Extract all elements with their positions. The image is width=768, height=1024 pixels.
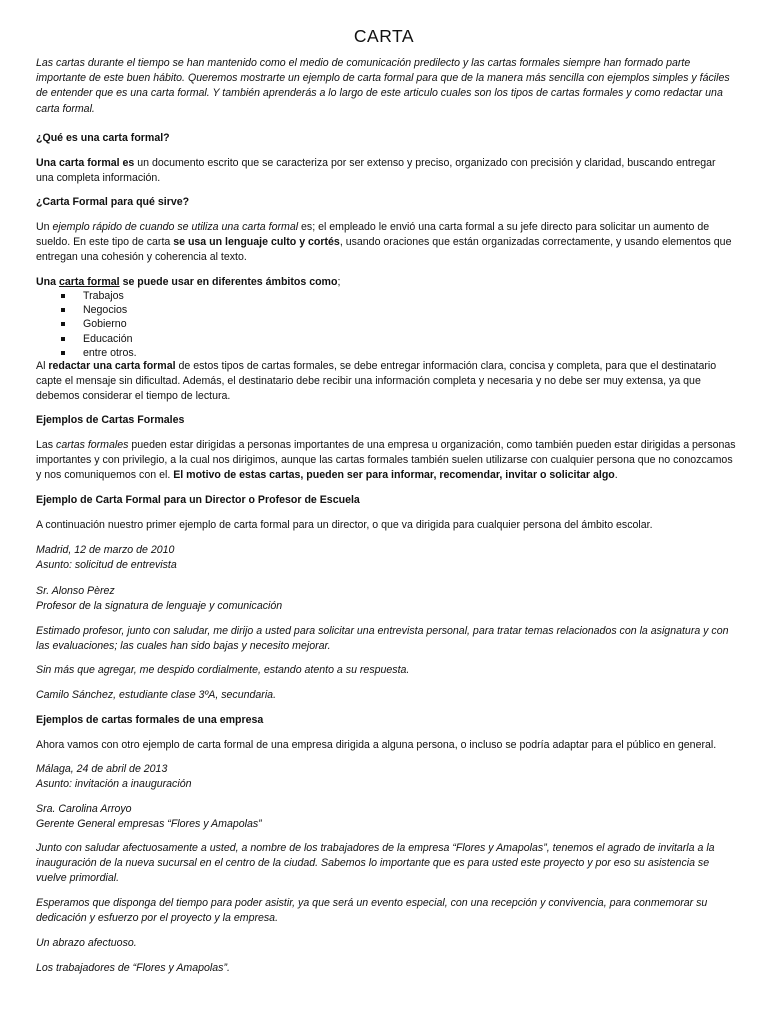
- scopes-text-b: se puede usar en diferentes ámbitos como: [119, 276, 338, 288]
- square-bullet-icon: [61, 351, 65, 355]
- purpose-italic: ejemplo rápido de cuando se utiliza una carta formal: [52, 221, 299, 233]
- letter1-closing: Sin más que agregar, me despido cordialmente, estando atento a su respuesta.: [36, 664, 410, 676]
- drafting-bold: redactar una carta formal: [48, 360, 176, 372]
- drafting-paragraph: [36, 359, 736, 405]
- definition-paragraph: [36, 156, 736, 186]
- purpose-text-c: , usando oraciones que están organizadas correctamente, y usando elementos que entregan una cohesión y coherencia al texto.: [36, 236, 732, 264]
- list-item-label: entre otros.: [83, 346, 137, 359]
- scopes-underlined: carta formal: [58, 276, 120, 288]
- list-item-label: Gobierno: [83, 318, 127, 331]
- document-title: CARTA: [353, 26, 415, 46]
- scopes-text-c: ;: [337, 276, 341, 288]
- definition-text: un documento escrito que se caracteriza por ser extenso y preciso, organizado con precisión y claridad, buscando entregar una completa información.: [36, 157, 716, 185]
- list-item: [36, 332, 336, 346]
- letter1-date: Madrid, 12 de marzo de 2010: [36, 544, 175, 556]
- heading-purpose: ¿Carta Formal para qué sirve?: [36, 196, 190, 208]
- scopes-intro: [36, 275, 736, 290]
- list-item-label: Educación: [83, 332, 133, 345]
- letter2-subject: Asunto: invitación a inauguración: [36, 778, 192, 790]
- letter1-recipient: Sr. Alonso Pèrez: [36, 585, 115, 597]
- list-item: [36, 317, 336, 331]
- purpose-bold: se usa un lenguaje culto y cortés: [173, 236, 340, 249]
- letter1-body: Estimado profesor, junto con saludar, me dirijo a usted para solicitar una entrevista personal, para tratar temas relacionados con la asignatura y con las evaluaciones; las cuales han sido bajas y necesito mejorar.: [36, 625, 729, 653]
- list-item: [36, 303, 336, 317]
- square-bullet-icon: [61, 294, 65, 298]
- square-bullet-icon: [61, 322, 65, 326]
- intro-paragraph: Las cartas durante el tiempo se han mantenido como el medio de comunicación predilecto y las cartas formales siempre han formado parte importante de este buen hábito. Queremos mostrarte un ejemplo de carta formal para que de la manera más sencilla con ejemplos simples y fáciles de entender que es una carta formal. Y también aprenderás a lo largo de este articulo cuales son los tipos de cartas formales y como redactar una carta formal.: [36, 57, 730, 115]
- examples-text-c: .: [614, 469, 618, 482]
- heading-director-example: Ejemplo de Carta Formal para un Director o Profesor de Escuela: [36, 494, 360, 506]
- letter2-body: Junto con saludar afectuosamente a usted, a nombre de los trabajadores de la empresa “Flores y Amapolas”, tenemos el agrado de invitarla a la inauguración de la nueva sucursal en el centro de la ciudad. Sabemos lo importante que es para usted este proyecto y por eso su asistencia se vuelve primordial.: [36, 842, 715, 885]
- examples-paragraph: [36, 438, 736, 484]
- drafting-text-a: Al: [36, 360, 49, 372]
- purpose-text-a: Un: [36, 221, 53, 233]
- scopes-list: [36, 289, 336, 360]
- drafting-text-c: de estos tipos de cartas formales, se debe entregar información clara, concisa y completa, para que el destinatario capte el mensaje sin dificultad. Además, el destinatario debe recibir una información completa y necesaria y no debe ser muy extensa, ya que debemos considerar el tiempo de lectura.: [36, 360, 717, 403]
- square-bullet-icon: [61, 308, 65, 312]
- examples-text-a: Las: [36, 439, 57, 451]
- letter2-date: Málaga, 24 de abril de 2013: [36, 763, 168, 775]
- heading-what-is: ¿Qué es una carta formal?: [36, 132, 170, 144]
- list-item-label: Trabajos: [83, 290, 124, 302]
- heading-company-example: Ejemplos de cartas formales de una empresa: [36, 714, 264, 726]
- letter2-signature: Los trabajadores de “Flores y Amapolas”.: [36, 962, 230, 974]
- scopes-text-a: Una: [36, 276, 59, 288]
- letter1-recipient-role: Profesor de la signatura de lenguaje y comunicación: [36, 600, 283, 612]
- purpose-text-b: es; el empleado le envió una carta formal a su jefe directo para solicitar un aumento de sueldo. En este tipo de carta: [36, 221, 710, 249]
- list-item: [36, 289, 336, 303]
- director-intro: A continuación nuestro primer ejemplo de carta formal para un director, o que va dirigida para cualquier persona del ámbito escolar.: [36, 519, 653, 531]
- letter2-recipient-role: Gerente General empresas “Flores y Amapolas”: [36, 818, 262, 830]
- list-item-label: Negocios: [83, 304, 128, 317]
- letter1-signature: Camilo Sánchez, estudiante clase 3ºA, secundaria.: [36, 689, 277, 701]
- examples-text-b: pueden estar dirigidas a personas importantes de una empresa u organización, como también pueden estar dirigidas a personas importantes y con privilegio, a la cual nos dirigimos, aunque las cartas formales también suelen utilizarse con cualquier persona que no conozcamos y nos comuniquemos con el.: [36, 439, 736, 482]
- examples-italic: cartas formales: [56, 439, 129, 451]
- letter1-subject: Asunto: solicitud de entrevista: [36, 559, 177, 571]
- definition-bold: Una carta formal es: [36, 157, 135, 169]
- list-item: [36, 346, 336, 360]
- company-intro: Ahora vamos con otro ejemplo de carta formal de una empresa dirigida a alguna persona, o incluso se podría adaptar para el público en general.: [36, 739, 717, 751]
- heading-examples: Ejemplos de Cartas Formales: [36, 414, 185, 426]
- letter2-closing: Un abrazo afectuoso.: [36, 937, 137, 949]
- purpose-paragraph: [36, 220, 736, 266]
- letter2-body-2: Esperamos que disponga del tiempo para poder asistir, ya que será un evento especial, con una recepción y convivencia, para conmemorar su dedicación y esfuerzo por el proyecto y la empresa.: [36, 897, 708, 925]
- examples-bold: El motivo de estas cartas, pueden ser para informar, recomendar, invitar o solicitar algo: [173, 469, 615, 482]
- square-bullet-icon: [61, 337, 65, 341]
- letter2-recipient: Sra. Carolina Arroyo: [36, 803, 132, 815]
